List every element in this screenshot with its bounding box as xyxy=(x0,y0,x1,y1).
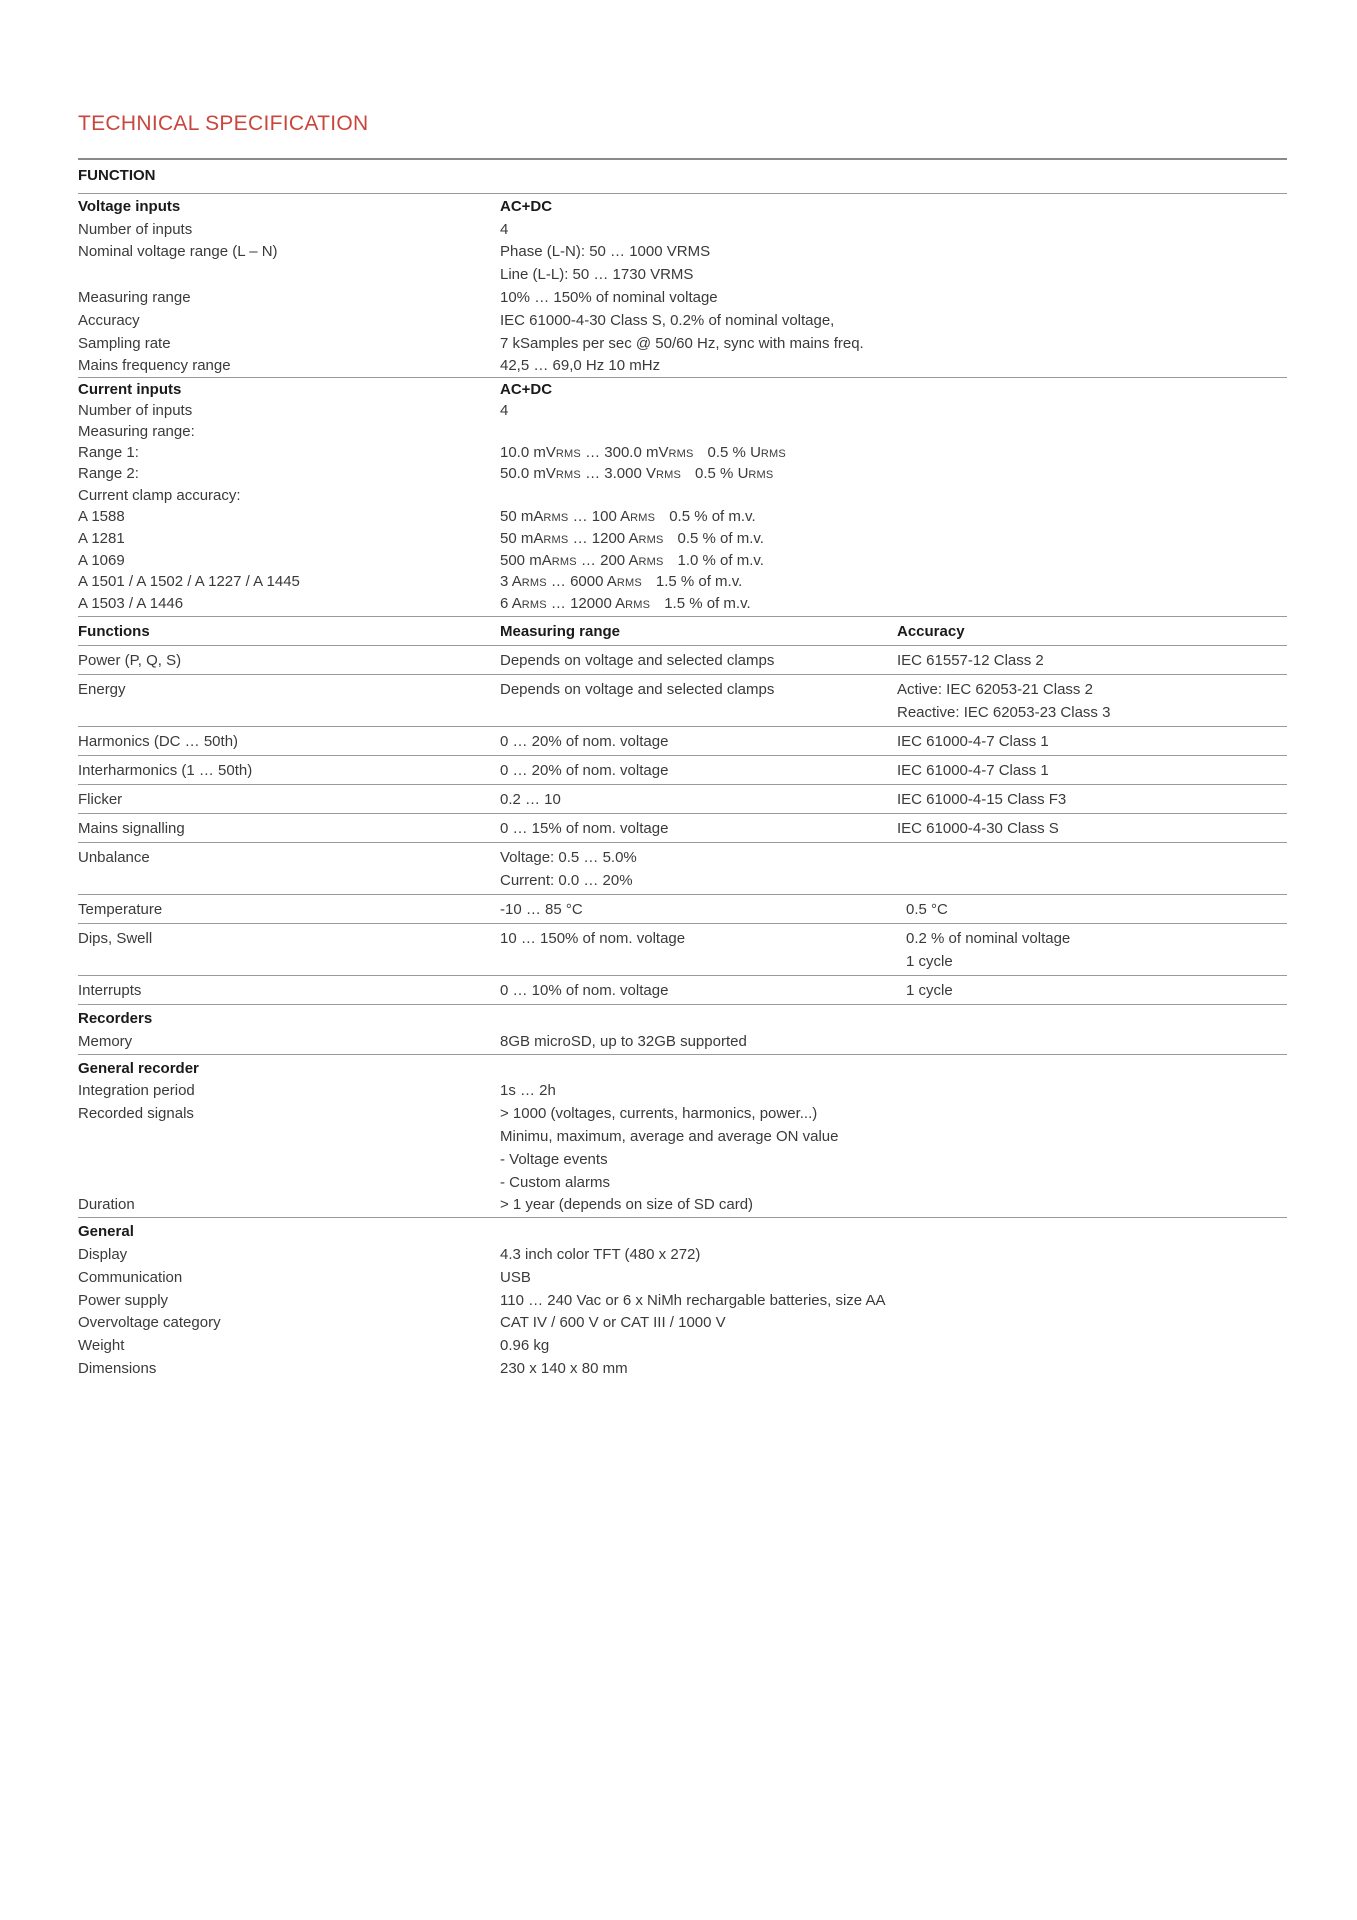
value-part: … 6000 xyxy=(546,573,607,591)
value-part: 50 m xyxy=(500,529,534,547)
spec-row xyxy=(78,1194,1287,1217)
function-range xyxy=(500,846,897,892)
spec-value: 4.3 inch color TFT (480 x 272) xyxy=(500,1245,701,1263)
current-heading: Current inputs xyxy=(78,381,182,399)
function-range xyxy=(500,817,897,840)
value-line: IEC 61000-4-7 Class 1 xyxy=(897,732,1049,750)
spec-row xyxy=(78,1312,1287,1335)
value-line: IEC 61557-12 Class 2 xyxy=(897,651,1044,669)
spec-label: Measuring range: xyxy=(78,422,195,440)
value-part: 6 xyxy=(500,595,512,613)
page-title: TECHNICAL SPECIFICATION xyxy=(78,112,369,135)
clamp-value xyxy=(500,572,897,594)
value-line: 0 … 15% of nom. voltage xyxy=(500,819,669,837)
value-line: 0 … 20% of nom. voltage xyxy=(500,732,669,750)
function-name: Energy xyxy=(78,680,126,698)
general-section xyxy=(78,1218,1287,1381)
clamp-value xyxy=(500,529,897,551)
clamp-label: A 1588 xyxy=(78,507,125,525)
value-part: … 100 xyxy=(568,507,621,525)
voltage-heading: Voltage inputs xyxy=(78,197,181,215)
value-line: 0 … 10% of nom. voltage xyxy=(500,981,669,999)
value-part: RMS xyxy=(543,511,569,524)
spec-value: > 1000 (voltages, currents, harmonics, power...) Minimu, maximum, average and average ON value - Voltage events - Custom alarms xyxy=(500,1105,839,1191)
spec-row xyxy=(78,287,1287,310)
function-range xyxy=(500,898,897,921)
function-name: Temperature xyxy=(78,900,163,918)
value-part: 0.5 % of m.v. xyxy=(669,507,756,525)
value-line: 42,5 … 69,0 Hz 10 mHz xyxy=(500,357,661,375)
value-part: A xyxy=(628,529,639,547)
spec-row xyxy=(78,1103,1287,1194)
value-line: 1 cycle xyxy=(906,952,953,970)
range-col-header: Measuring range xyxy=(500,622,621,640)
spec-value xyxy=(500,355,897,378)
clamp-label: A 1281 xyxy=(78,529,125,547)
value-line: 0.2 % of nominal voltage xyxy=(906,929,1071,947)
clamp-label: A 1069 xyxy=(78,551,125,569)
value-line: 10 … 150% of nom. voltage xyxy=(500,929,686,947)
value-line: 0 … 20% of nom. voltage xyxy=(500,761,669,779)
function-row xyxy=(78,646,1287,674)
spec-value: > 1 year (depends on size of SD card) xyxy=(500,1196,754,1214)
value-part: A xyxy=(620,507,631,525)
value-line: -10 … 85 °C xyxy=(500,900,583,918)
function-name: Harmonics (DC … 50th) xyxy=(78,732,239,750)
recorders-section xyxy=(78,1005,1287,1054)
function-row xyxy=(78,675,1287,726)
function-row xyxy=(78,843,1287,894)
spec-value: 1s … 2h xyxy=(500,1082,556,1100)
spec-label: Number of inputs xyxy=(78,220,193,238)
value-line: 4 xyxy=(500,220,509,238)
spec-table xyxy=(78,158,1287,1381)
value-line: Depends on voltage and selected clamps xyxy=(500,651,775,669)
value-line: Depends on voltage and selected clamps xyxy=(500,680,775,698)
section-heading-row xyxy=(78,196,1287,219)
spec-row xyxy=(78,355,1287,378)
spec-label: Memory xyxy=(78,1032,133,1050)
function-row xyxy=(78,756,1287,784)
functions-col-header: Functions xyxy=(78,622,150,640)
value-line: 1 cycle xyxy=(906,981,953,999)
clamp-label: A 1503 / A 1446 xyxy=(78,595,184,613)
value-line: IEC 61000-4-30 Class S xyxy=(897,819,1059,837)
spec-value xyxy=(500,219,897,242)
spec-row xyxy=(78,1335,1287,1358)
spec-label: Power supply xyxy=(78,1291,169,1309)
spec-row xyxy=(78,1267,1287,1290)
spec-row xyxy=(78,422,1287,443)
function-range xyxy=(500,678,897,701)
spec-value: 0.96 kg xyxy=(500,1337,550,1355)
clamp-row xyxy=(78,529,1287,551)
spec-row xyxy=(78,1031,1287,1054)
value-part: 500 m xyxy=(500,551,542,569)
value-part: RMS xyxy=(521,599,547,612)
value-part: … 12000 xyxy=(546,595,616,613)
value-part: 1.5 % of m.v. xyxy=(664,595,751,613)
clamp-value xyxy=(500,551,897,573)
value-line: 7 kSamples per sec @ 50/60 Hz, sync with mains freq. xyxy=(500,334,864,352)
function-accuracy xyxy=(897,678,1287,724)
spec-label: Integration period xyxy=(78,1082,195,1100)
function-row xyxy=(78,814,1287,842)
value-part: RMS xyxy=(551,555,577,568)
value-part: RMS xyxy=(630,511,656,524)
value-part: RMS xyxy=(638,533,664,546)
spec-value: 50.0 mVRMS … 3.000 VRMS 0.5 % URMS xyxy=(500,465,774,483)
current-type: AC+DC xyxy=(500,381,553,399)
spec-row xyxy=(78,401,1287,422)
value-part: RMS xyxy=(521,577,547,590)
spec-row xyxy=(78,443,1287,465)
spec-value xyxy=(500,310,897,333)
value-part: RMS xyxy=(638,555,664,568)
value-part: … 1200 xyxy=(568,529,629,547)
spec-label: Weight xyxy=(78,1337,125,1355)
spec-value xyxy=(500,241,897,287)
function-range xyxy=(500,979,897,1002)
function-accuracy xyxy=(897,730,1287,753)
spec-label: Communication xyxy=(78,1268,183,1286)
spec-row xyxy=(78,219,1287,242)
spec-label: Duration xyxy=(78,1196,135,1214)
clamp-rows xyxy=(78,507,1287,616)
functions-header-row xyxy=(78,617,1287,645)
spec-row xyxy=(78,464,1287,486)
clamp-row xyxy=(78,572,1287,594)
clamp-value xyxy=(500,507,897,529)
spec-value xyxy=(500,287,897,310)
voltage-type: AC+DC xyxy=(500,197,553,215)
spec-row xyxy=(78,333,1287,356)
value-line: 0.5 °C xyxy=(906,900,948,918)
spec-label: Range 2: xyxy=(78,465,139,483)
value-part: 50 m xyxy=(500,507,534,525)
function-row xyxy=(78,976,1287,1004)
function-row xyxy=(78,895,1287,923)
function-range xyxy=(500,788,897,811)
function-accuracy xyxy=(897,649,1287,672)
spec-label: Overvoltage category xyxy=(78,1314,221,1332)
value-part: A xyxy=(533,507,544,525)
value-line: 10% … 150% of nominal voltage xyxy=(500,288,718,306)
value-line: Line (L-L): 50 … 1730 VRMS xyxy=(500,266,694,284)
spec-row xyxy=(78,310,1287,333)
value-line: 0.2 … 10 xyxy=(500,790,561,808)
general-heading: General xyxy=(78,1223,134,1241)
function-name: Unbalance xyxy=(78,848,150,866)
function-accuracy xyxy=(897,817,1287,840)
value-line: IEC 61000-4-15 Class F3 xyxy=(897,790,1067,808)
general-recorder-section xyxy=(78,1055,1287,1218)
value-part: 1.0 % of m.v. xyxy=(677,551,764,569)
value-line: Active: IEC 62053-21 Class 2 xyxy=(897,680,1093,698)
function-row xyxy=(78,727,1287,755)
clamp-row xyxy=(78,551,1287,573)
value-line: Current: 0.0 … 20% xyxy=(500,871,633,889)
spec-row xyxy=(78,486,1287,507)
recorders-heading: Recorders xyxy=(78,1009,153,1027)
value-part: A xyxy=(628,551,639,569)
function-name: Interrupts xyxy=(78,981,142,999)
spec-label: Range 1: xyxy=(78,443,139,461)
spec-value: 8GB microSD, up to 32GB supported xyxy=(500,1032,747,1050)
value-part: RMS xyxy=(616,577,642,590)
value-part: 1.5 % of m.v. xyxy=(655,573,743,591)
function-range xyxy=(500,759,897,782)
spec-value: 10.0 mVRMS … 300.0 mVRMS 0.5 % URMS xyxy=(500,443,786,461)
function-name: Dips, Swell xyxy=(78,929,153,947)
spec-label: Accuracy xyxy=(78,311,140,329)
spec-row xyxy=(78,1358,1287,1381)
function-accuracy xyxy=(897,898,1287,921)
spec-label: Current clamp accuracy: xyxy=(78,487,241,505)
general-rows xyxy=(78,1244,1287,1381)
spec-label: Nominal voltage range (L – N) xyxy=(78,243,278,261)
function-header: FUNCTION xyxy=(78,167,156,184)
spec-label: Recorded signals xyxy=(78,1105,194,1123)
function-accuracy xyxy=(897,979,1287,1002)
value-part: A xyxy=(533,529,544,547)
function-range xyxy=(500,730,897,753)
spec-value: USB xyxy=(500,1268,531,1286)
spec-row xyxy=(78,241,1287,287)
value-part: 3 xyxy=(500,573,512,591)
function-name: Power (P, Q, S) xyxy=(78,651,182,669)
value-part: RMS xyxy=(625,599,651,612)
value-line: Phase (L-N): 50 … 1000 VRMS xyxy=(500,243,711,261)
value-part: RMS xyxy=(543,533,569,546)
function-accuracy xyxy=(897,788,1287,811)
function-rows xyxy=(78,645,1287,1005)
spec-row xyxy=(78,1244,1287,1267)
clamp-label: A 1501 / A 1502 / A 1227 / A 1445 xyxy=(78,573,300,591)
spec-label: Number of inputs xyxy=(78,401,193,419)
spec-row xyxy=(78,1080,1287,1103)
function-name: Interharmonics (1 … 50th) xyxy=(78,761,253,779)
value-line: IEC 61000-4-30 Class S, 0.2% of nominal voltage, xyxy=(500,311,835,329)
value-line: Reactive: IEC 62053-23 Class 3 xyxy=(897,703,1111,721)
accuracy-col-header: Accuracy xyxy=(897,622,965,640)
spec-value: 230 x 140 x 80 mm xyxy=(500,1359,628,1377)
value-part: A xyxy=(615,595,626,613)
voltage-rows xyxy=(78,219,1287,379)
function-accuracy xyxy=(897,927,1287,973)
value-part: A xyxy=(511,595,522,613)
value-line: IEC 61000-4-7 Class 1 xyxy=(897,761,1049,779)
spec-label: Dimensions xyxy=(78,1359,157,1377)
value-part: A xyxy=(541,551,552,569)
spec-label: Sampling rate xyxy=(78,334,171,352)
voltage-section xyxy=(78,194,1287,378)
clamp-row xyxy=(78,594,1287,616)
spec-value: 4 xyxy=(500,401,509,419)
clamp-row xyxy=(78,507,1287,529)
function-row xyxy=(78,785,1287,813)
function-accuracy xyxy=(897,759,1287,782)
function-range xyxy=(500,649,897,672)
value-part: … 200 xyxy=(576,551,629,569)
general-recorder-heading: General recorder xyxy=(78,1059,199,1077)
spec-value xyxy=(500,333,897,356)
spec-value: CAT IV / 600 V or CAT III / 1000 V xyxy=(500,1314,726,1332)
value-line: Voltage: 0.5 … 5.0% xyxy=(500,848,637,866)
spec-row xyxy=(78,1290,1287,1313)
function-row xyxy=(78,924,1287,975)
spec-value: 110 … 240 Vac or 6 x NiMh rechargable batteries, size AA xyxy=(500,1291,886,1309)
function-name: Mains signalling xyxy=(78,819,185,837)
function-range xyxy=(500,927,897,950)
spec-label: Measuring range xyxy=(78,288,191,306)
function-name: Flicker xyxy=(78,790,123,808)
spec-label: Display xyxy=(78,1245,128,1263)
value-part: A xyxy=(606,573,617,591)
value-part: A xyxy=(511,573,522,591)
clamp-value xyxy=(500,594,897,616)
current-section xyxy=(78,378,1287,616)
section-heading-row xyxy=(78,380,1287,401)
value-part: 0.5 % of m.v. xyxy=(677,529,764,547)
spec-label: Mains frequency range xyxy=(78,357,231,375)
